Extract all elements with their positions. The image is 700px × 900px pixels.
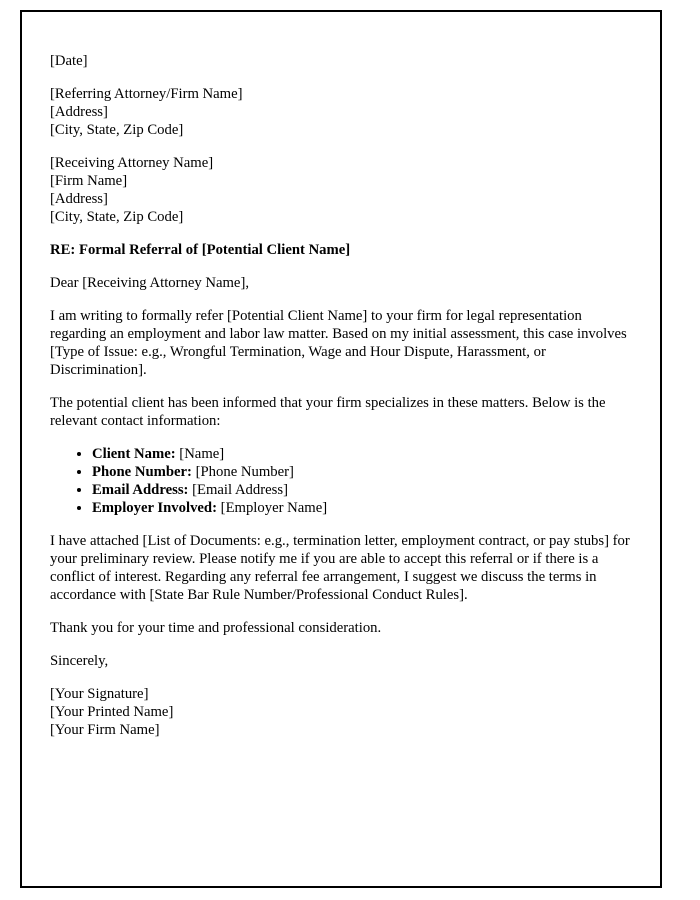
closing-line: Sincerely, [50, 653, 109, 669]
firm-name-line: [Your Firm Name] [50, 722, 160, 738]
email-address-label: Email Address: [92, 482, 189, 498]
receiving-attorney-address-line: [Address] [50, 191, 108, 207]
list-item-email-address [92, 481, 630, 499]
paragraph-attachments: I have attached [List of Documents: e.g., termination letter, employment contract, or pay stubs] for your preliminary review. Please notify me if you are able to accept this referral or if there is a conflict of interest. Regarding any referral fee arrangement, I suggest we discuss the terms in accordance with [State Bar Rule Number/Professional Conduct Rules]. [50, 533, 630, 603]
list-item-employer-involved [92, 499, 630, 517]
subject-line: RE: Formal Referral of [Potential Client Name] [50, 242, 351, 258]
date-line: [Date] [50, 53, 88, 69]
employer-involved-label: Employer Involved: [92, 500, 217, 516]
letter-page [20, 10, 662, 888]
signature-line: [Your Signature] [50, 686, 149, 702]
email-address-value: [Email Address] [188, 482, 288, 498]
salutation-line: Dear [Receiving Attorney Name], [50, 275, 250, 291]
employer-involved-value: [Employer Name] [217, 500, 328, 516]
receiving-attorney-block [50, 154, 630, 226]
list-item-phone-number [92, 463, 630, 481]
printed-name-line: [Your Printed Name] [50, 704, 174, 720]
contact-info-list [50, 445, 630, 517]
signature-block [50, 685, 630, 739]
phone-number-label: Phone Number: [92, 464, 192, 480]
referring-attorney-address-line: [Address] [50, 104, 108, 120]
client-name-label: Client Name: [92, 446, 176, 462]
paragraph-intro: I am writing to formally refer [Potential Client Name] to your firm for legal representation regarding an employment and labor law matter. Based on my initial assessment, this case involves [Type of Issue: e.g., Wrongful Termination, Wage and Hour Dispute, Harassment, or Discrimination]. [50, 308, 627, 378]
phone-number-value: [Phone Number] [191, 464, 294, 480]
date-block [50, 52, 630, 70]
receiving-attorney-name-line: [Receiving Attorney Name] [50, 155, 214, 171]
referring-attorney-block [50, 85, 630, 139]
client-name-value: [Name] [175, 446, 225, 462]
receiving-attorney-city-line: [City, State, Zip Code] [50, 209, 184, 225]
paragraph-thanks: Thank you for your time and professional consideration. [50, 620, 382, 636]
list-item-client-name [92, 445, 630, 463]
referring-attorney-city-line: [City, State, Zip Code] [50, 122, 184, 138]
paragraph-contact-lead: The potential client has been informed that your firm specializes in these matters. Below is the relevant contact information: [50, 395, 606, 429]
referring-attorney-name-line: [Referring Attorney/Firm Name] [50, 86, 243, 102]
receiving-attorney-firm-line: [Firm Name] [50, 173, 128, 189]
